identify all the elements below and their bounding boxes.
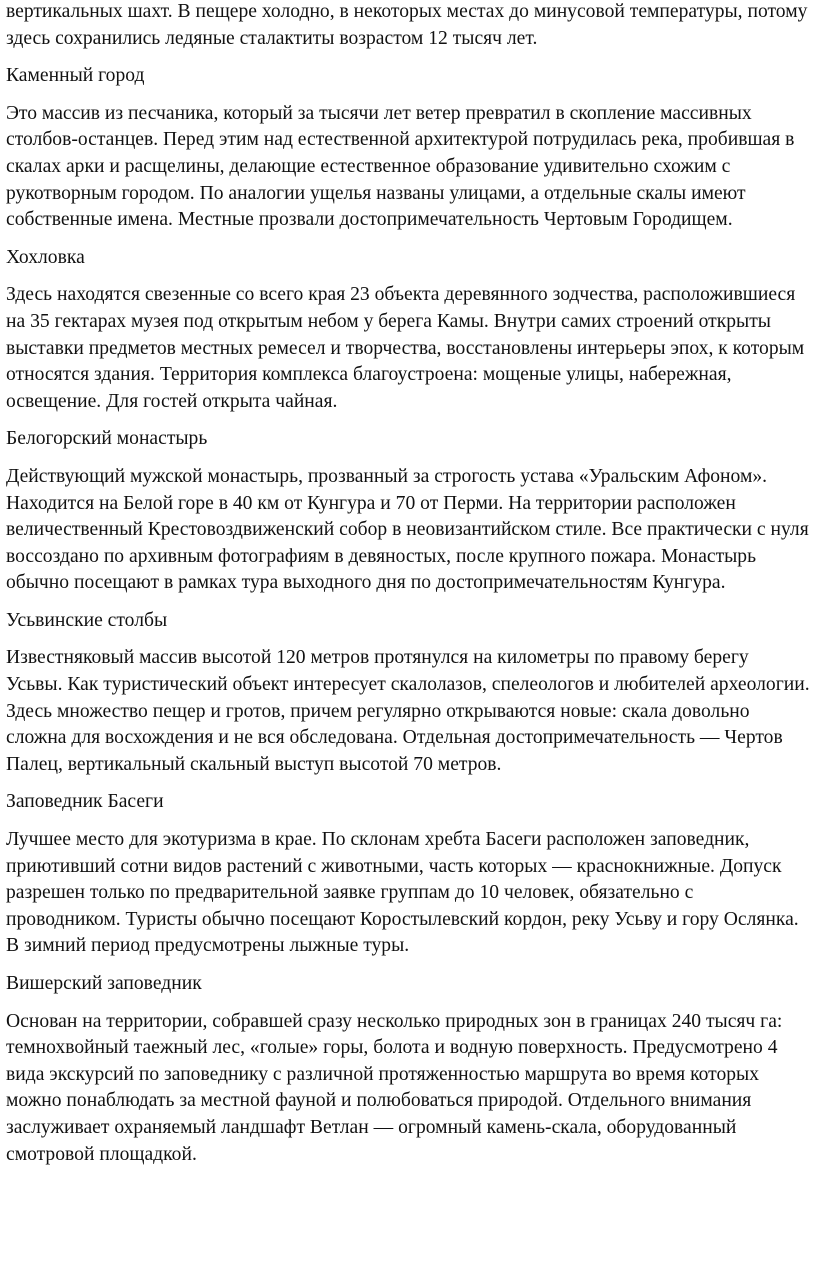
section-body-vishera-reserve: Основан на территории, собравшей сразу несколько природных зон в границах 240 тысяч га: темнохвойный таежный лес, «голые» горы, болота и водную поверхность. Предусмотрено 4 вида экскурсий по заповеднику с различной протяженностью маршрута во время которых можно понаблюдать за местной фауной и полюбоваться природой. Отдельного внимания заслуживает охраняемый ландшафт Ветлан — огромный камень-скала, оборудованный смотровой площадкой. (6, 1010, 783, 1165)
section-body-kamenny-gorod: Это массив из песчаника, который за тысячи лет ветер превратил в скопление массивных столбов-останцев. Перед этим над естественной архитектурой потрудилась река, пробившая в скалах арки и расщелины, делающие естественное образование удивительно схожим с рукотворным городом. По аналогии ущелья названы улицами, а отдельные скалы имеют собственные имена. Местные прозвали достопримечательность Чертовым Городищем. (6, 102, 795, 231)
section-body-basegi-reserve: Лучшее место для экотуризма в крае. По склонам хребта Басеги расположен заповедник, приютивший сотни видов растений с животными, часть которых — краснокнижные. Допуск разрешен только по предварительной заявке группам до 10 человек, обязательно с проводником. Туристы обычно посещают Коростылевский кордон, реку Усьву и гору Ослянка. В зимний период предусмотрены лыжные туры. (6, 829, 799, 957)
section-heading-belogorsky-monastery: Белогорский монастырь (6, 428, 208, 450)
section-heading-basegi-reserve: Заповедник Басеги (6, 791, 164, 813)
section-body-usvinskie-stolby: Известняковый массив высотой 120 метров протянулся на километры по правому берегу Усьвы. Как туристический объект интересует скалолазов, спелеологов и любителей археологии. Здесь множество пещер и гротов, причем регулярно открываются новые: скала довольно сложна для восхождения и не вся обследована. Отдельная достопримечательность — Чертов Палец, вертикальный скальный выступ высотой 70 метров. (6, 647, 810, 775)
section-heading-vishera-reserve: Вишерский заповедник (6, 973, 202, 994)
section-heading-usvinskie-stolby: Усьвинские столбы (6, 609, 168, 631)
section-body-khokhlovka: Здесь находятся свезенные со всего края 23 объекта деревянного зодчества, расположившиеся на 35 гектарах музея под открытым небом у берега Камы. Внутри самих строений открыты выставки предметов местных ремесел и творчества, восстановлены интерьеры эпох, к которым относятся здания. Территория комплекса благоустроена: мощеные улицы, набережная, освещение. Для гостей открыта чайная. (6, 284, 805, 412)
section-heading-khokhlovka: Хохловка (6, 246, 85, 268)
intro-paragraph: вертикальных шахт. В пещере холодно, в некоторых местах до минусовой температуры, потому здесь сохранились ледяные сталактиты возрастом 12 тысяч лет. (6, 1, 808, 49)
section-body-belogorsky-monastery: Действующий мужской монастырь, прозванный за строгость устава «Уральским Афоном». Находится на Белой горе в 40 км от Кунгура и 70 от Перми. На территории расположен величественный Крестовоздвиженский собор в неовизантийском стиле. Все практически с нуля воссоздано по архивным фотографиям в девяностых, после крупного пожара. Монастырь обычно посещают в рамках тура выходного дня по достопримечательностям Кунгура. (6, 465, 809, 594)
section-heading-kamenny-gorod: Каменный город (6, 65, 145, 87)
